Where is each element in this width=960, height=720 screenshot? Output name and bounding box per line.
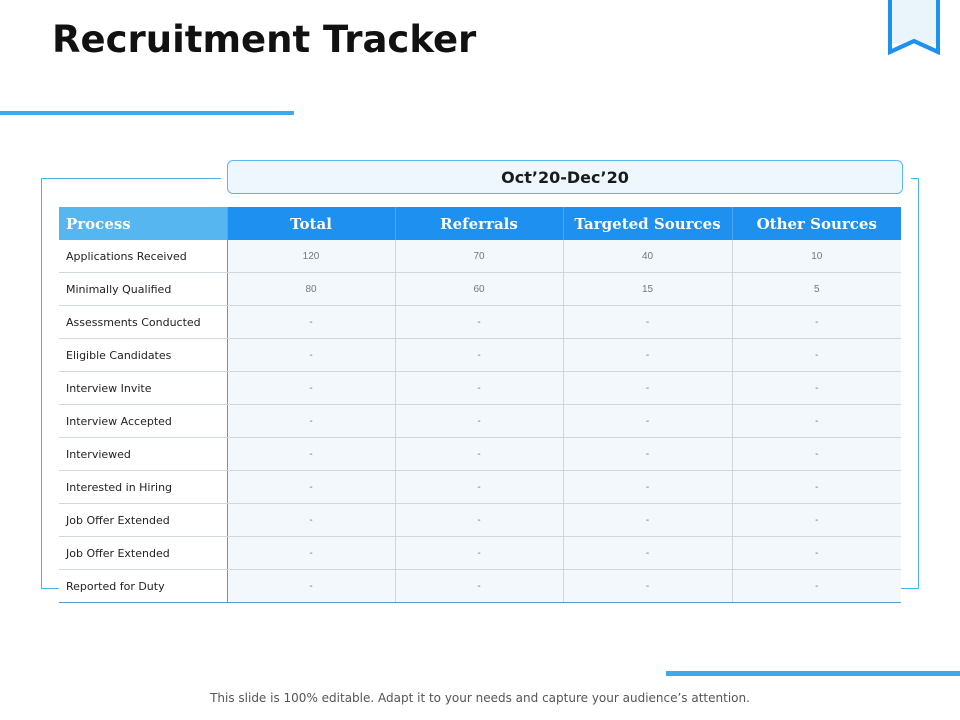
- cell-total: -: [227, 537, 395, 570]
- recruitment-table: [59, 207, 901, 603]
- table-header-row: [59, 207, 901, 240]
- table-row: [59, 372, 901, 405]
- cell-referrals: -: [395, 471, 563, 504]
- cell-targeted-sources: -: [563, 339, 732, 372]
- table-row: [59, 273, 901, 306]
- bottom-accent-bar: [666, 671, 960, 676]
- header-total: Total: [227, 207, 395, 240]
- row-process: Interviewed: [59, 438, 227, 471]
- cell-referrals: -: [395, 570, 563, 603]
- row-process: Reported for Duty: [59, 570, 227, 603]
- cell-targeted-sources: -: [563, 471, 732, 504]
- cell-referrals: -: [395, 339, 563, 372]
- cell-referrals: 60: [395, 273, 563, 306]
- row-process: Assessments Conducted: [59, 306, 227, 339]
- cell-targeted-sources: -: [563, 537, 732, 570]
- cell-total: -: [227, 504, 395, 537]
- cell-total: -: [227, 306, 395, 339]
- row-process: Interview Accepted: [59, 405, 227, 438]
- cell-other-sources: -: [732, 306, 901, 339]
- cell-other-sources: -: [732, 537, 901, 570]
- cell-other-sources: -: [732, 339, 901, 372]
- table-row: [59, 504, 901, 537]
- table-row: [59, 537, 901, 570]
- cell-other-sources: -: [732, 438, 901, 471]
- period-label: Oct’20-Dec’20: [227, 160, 903, 194]
- table-row: [59, 438, 901, 471]
- header-referrals: Referrals: [395, 207, 563, 240]
- bookmark-icon: [887, 0, 941, 56]
- cell-other-sources: -: [732, 372, 901, 405]
- cell-targeted-sources: -: [563, 405, 732, 438]
- title-accent-bar: [0, 111, 294, 115]
- row-process: Applications Received: [59, 240, 227, 273]
- cell-referrals: -: [395, 438, 563, 471]
- cell-targeted-sources: 40: [563, 240, 732, 273]
- header-process: Process: [59, 207, 227, 240]
- cell-total: 80: [227, 273, 395, 306]
- cell-other-sources: -: [732, 405, 901, 438]
- cell-total: -: [227, 471, 395, 504]
- page-title: Recruitment Tracker: [52, 18, 477, 61]
- table-row: [59, 306, 901, 339]
- table-row: [59, 570, 901, 603]
- cell-other-sources: -: [732, 570, 901, 603]
- cell-targeted-sources: 15: [563, 273, 732, 306]
- footer-note: This slide is 100% editable. Adapt it to your needs and capture your audience’s attention.: [210, 691, 750, 705]
- cell-targeted-sources: -: [563, 438, 732, 471]
- cell-targeted-sources: -: [563, 306, 732, 339]
- row-process: Job Offer Extended: [59, 504, 227, 537]
- header-other-sources: Other Sources: [732, 207, 901, 240]
- row-process: Minimally Qualified: [59, 273, 227, 306]
- cell-referrals: -: [395, 306, 563, 339]
- cell-referrals: -: [395, 537, 563, 570]
- table-row: [59, 240, 901, 273]
- cell-total: -: [227, 339, 395, 372]
- cell-total: -: [227, 405, 395, 438]
- table-row: [59, 339, 901, 372]
- header-targeted-sources: Targeted Sources: [563, 207, 732, 240]
- cell-other-sources: 10: [732, 240, 901, 273]
- cell-other-sources: -: [732, 504, 901, 537]
- cell-total: -: [227, 570, 395, 603]
- cell-targeted-sources: -: [563, 372, 732, 405]
- cell-targeted-sources: -: [563, 570, 732, 603]
- row-process: Eligible Candidates: [59, 339, 227, 372]
- cell-other-sources: 5: [732, 273, 901, 306]
- cell-targeted-sources: -: [563, 504, 732, 537]
- row-process: Interview Invite: [59, 372, 227, 405]
- cell-referrals: -: [395, 504, 563, 537]
- table-row: [59, 471, 901, 504]
- cell-total: -: [227, 372, 395, 405]
- cell-total: -: [227, 438, 395, 471]
- row-process: Interested in Hiring: [59, 471, 227, 504]
- row-process: Job Offer Extended: [59, 537, 227, 570]
- cell-total: 120: [227, 240, 395, 273]
- cell-referrals: -: [395, 405, 563, 438]
- cell-referrals: -: [395, 372, 563, 405]
- cell-other-sources: -: [732, 471, 901, 504]
- cell-referrals: 70: [395, 240, 563, 273]
- table-row: [59, 405, 901, 438]
